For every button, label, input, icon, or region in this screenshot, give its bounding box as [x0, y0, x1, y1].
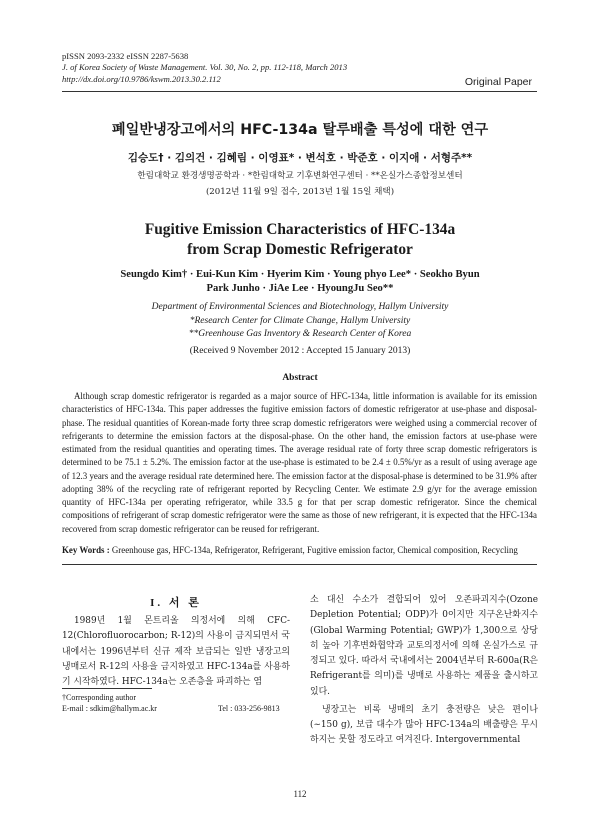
english-authors	[0, 268, 600, 296]
abstract-body: Although scrap domestic refrigerator is regarded as a major source of HFC-134a, little information is available for its emission characteristics of HFC-134a. This paper addresses the fugitive emission factors of domestic refrigerator at use-phase and disposal-phase. The residual quantities of Korean-made forty three scrap domestic refrigerators were weighed using a commercial recover of refrigerants to determine the emission factors at the disposal-phase. On the other hand, the emission factors at use-phase were estimated from the residual quantities and operating times. The average residual rate of forty three scrap domestic refrigerators is determined to be 75.1 ± 5.2%. The emission factor at the use-phase is estimated to be 2.4 ± 0.5%/yr as a result of using average age of 12.3 years and the average residual rate determined here. The emission factor at the disposal-phase is determined to be 31.9% after adopting 38% of the recycling rate of refrigerant reported by Recycling Center. We estimate 2.9 g/yr for the average emission quantity of HFC-134a per operating refrigerator, while 33.5 g for that per scrap domestic refrigerator. Since the chemical compositions of refrigerant of scrap domestic refrigerator were the same as those of new refrigerant, it is expected that the HFC-134a recovered from scrap domestic refrigerator can be reused for refrigerant.	[62, 391, 537, 534]
issn: pISSN 2093-2332 eISSN 2287-5638	[62, 51, 189, 61]
korean-affiliation: 한림대학교 환경생명공학과 · *한림대학교 기후변화연구센터 · **온실가스종합정보센터	[137, 171, 463, 181]
keywords-rule	[62, 564, 537, 565]
journal-header	[62, 51, 347, 85]
body-left-column: 1989년 1월 몬트리올 의정서에 의해 CFC-12(Chlorofluorocarbon; R-12)의 사용이 금지되면서 국내에서는 1996년부터 신규 제작 보급되는 일반 냉장고의 냉매로서 R-12의 사용을 금지하였고 HFC-134a를 사용하기 시작하였다. HFC-134a는 오존층을 파괴하는 염	[62, 616, 290, 687]
english-authors-line2: Park Junho · JiAe Lee · HyoungJu Seo**	[206, 283, 394, 294]
header-rule	[62, 91, 537, 92]
body-right-column	[310, 593, 538, 749]
english-title-line1: Fugitive Emission Characteristics of HFC-134a	[144, 221, 456, 238]
english-dates: (Received 9 November 2012 : Accepted 15 January 2013)	[189, 346, 411, 356]
affiliation-1: Department of Environmental Sciences and Biotechnology, Hallym University	[151, 302, 449, 312]
footnote	[62, 692, 280, 714]
keywords-list: Greenhouse gas, HFC-134a, Refrigerator, Refrigerant, Fugitive emission factor, Chemical composition, Recycling	[111, 545, 518, 555]
korean-title: 폐일반냉장고에서의 HFC-134a 탈루배출 특성에 대한 연구	[111, 122, 489, 138]
english-authors-line1: Seungdo Kim† · Eui-Kun Kim · Hyerim Kim · Young phyo Lee* · Seokho Byun	[120, 269, 480, 280]
keywords-label: Key Words :	[62, 545, 112, 555]
journal-citation: J. of Korea Society of Waste Management. Vol. 30, No. 2, pp. 112-118, March 2013	[62, 62, 348, 73]
english-title	[0, 220, 600, 260]
section-heading: I. 서 론	[150, 597, 202, 609]
corresponding-author: †Corresponding author	[62, 693, 136, 702]
author-phone: Tel : 033-256-9813	[218, 704, 280, 713]
keywords	[62, 545, 537, 555]
abstract-heading: Abstract	[282, 373, 318, 383]
korean-dates: (2012년 11월 9일 접수, 2013년 1월 15일 채택)	[205, 187, 395, 197]
body-paragraph-2: 냉장고는 비록 냉매의 초기 충전량은 낮은 편이나(∼150 g), 보급 대수가 많아 HFC-134a의 배출량은 무시하지는 못할 정도라고 여겨진다. Intergovernmental	[310, 704, 538, 746]
english-affiliations	[0, 301, 600, 342]
author-email[interactable]: E-mail : sdkim@hallym.ac.kr	[62, 704, 157, 713]
page-number: 112	[293, 789, 307, 799]
footnote-rule	[62, 688, 152, 689]
article-type-badge: Original Paper	[464, 76, 532, 88]
english-title-line2: from Scrap Domestic Refrigerator	[187, 241, 413, 258]
affiliation-2: *Research Center for Climate Change, Hallym University	[189, 315, 411, 326]
affiliation-3: **Greenhouse Gas Inventory & Research Center of Korea	[188, 329, 412, 340]
body-paragraph-1: 소 대신 수소가 결합되어 있어 오존파괴지수(Ozone Depletion Potential; ODP)가 0이지만 지구온난화지수(Global Warming Potential; GWP)가 1,300으로 상당히 높아 기후변화협약과 교토의정서에 의해 온실가스로 규정되고 있다. 따라서 국내에서는 2004년부터 R-600a(R은 Refrigerant를 의미)를 냉매로 사용하는 제품을 출시하고 있다.	[310, 595, 538, 697]
doi-link[interactable]: http://dx.doi.org/10.9786/kswm.2013.30.2.112	[62, 73, 221, 84]
korean-authors: 김승도† · 김의건 · 김혜림 · 이영표* · 변석호 · 박준호 · 이지애 · 서형주**	[127, 152, 473, 164]
